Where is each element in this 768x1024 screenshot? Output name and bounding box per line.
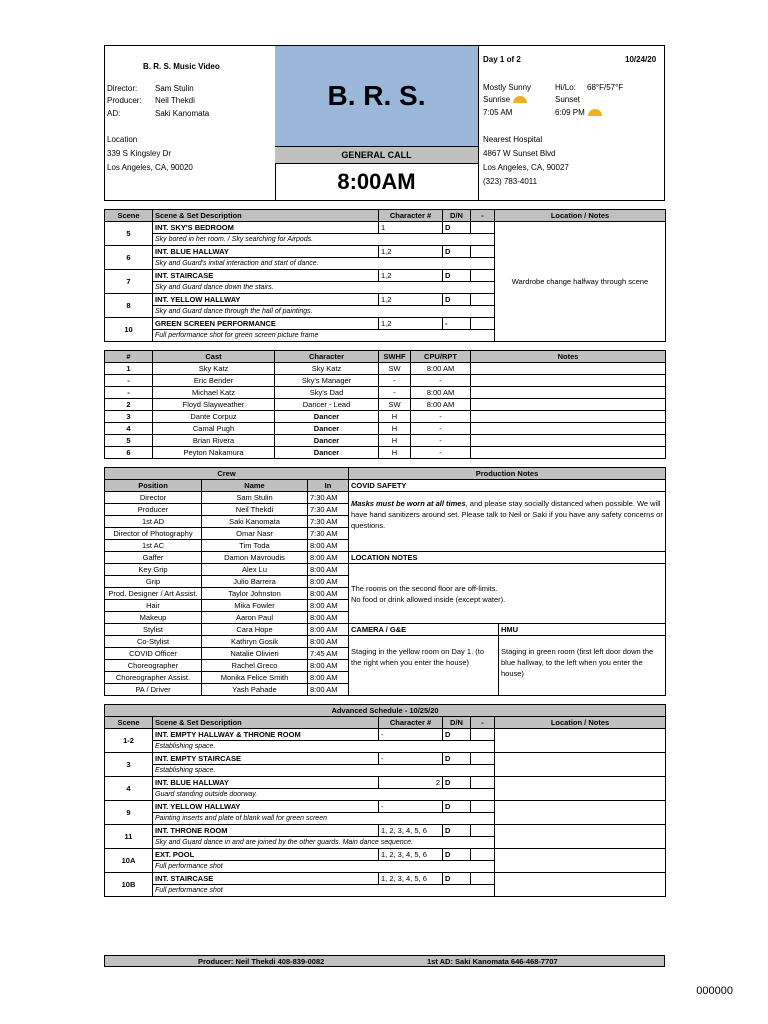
producer-label: Producer:	[107, 96, 142, 105]
crew-name: Aaron Paul	[202, 612, 308, 624]
page-number: 000000	[696, 985, 733, 997]
covid-title: COVID SAFETY	[349, 480, 666, 492]
character-ids: 1,2	[379, 246, 443, 258]
footer-contacts	[104, 955, 665, 967]
cast-swhf: H	[379, 423, 411, 435]
col-cast-notes: Notes	[471, 351, 666, 363]
dash-cell	[471, 873, 495, 885]
set-name: INT. THRONE ROOM	[153, 825, 379, 837]
cast-number: 5	[105, 435, 153, 447]
cast-swhf: H	[379, 447, 411, 459]
adv-col-dn: D/N	[443, 717, 471, 729]
scene-number: 1-2	[105, 729, 153, 753]
character-ids: 1, 2, 3, 4, 5, 6	[379, 825, 443, 837]
day-night: D	[443, 294, 471, 306]
scene-schedule-table	[104, 209, 666, 342]
sunset-icon	[588, 109, 602, 116]
cast-row	[105, 423, 666, 435]
crew-row	[105, 636, 666, 648]
cast-number: 4	[105, 423, 153, 435]
scene-row	[105, 729, 666, 741]
scene-number: 8	[105, 294, 153, 318]
crew-in-time: 7:30 AM	[308, 528, 349, 540]
adv-col-scene: Scene	[105, 717, 153, 729]
crew-name: Alex Lu	[202, 564, 308, 576]
scene-description: Sky and Guard dance down the stairs.	[153, 282, 495, 294]
crew-body	[105, 480, 666, 696]
cast-number: 6	[105, 447, 153, 459]
dash-cell	[471, 270, 495, 282]
crew-in-time: 8:00 AM	[308, 552, 349, 564]
dash-cell	[471, 222, 495, 234]
col-character: Character #	[379, 210, 443, 222]
cast-name: Dante Corpuz	[153, 411, 275, 423]
scene-row	[105, 849, 666, 861]
set-name: GREEN SCREEN PERFORMANCE	[153, 318, 379, 330]
scene-number: 9	[105, 801, 153, 825]
crew-name: Omar Nasr	[202, 528, 308, 540]
scene-description: Establishing space.	[153, 741, 495, 753]
sunrise-time: 7:05 AM	[483, 108, 513, 117]
day-info	[479, 46, 664, 200]
location-label: Location	[107, 135, 138, 144]
cast-name: Sky Katz	[153, 363, 275, 375]
crew-in-time: 8:00 AM	[308, 684, 349, 696]
cast-call-time: -	[411, 447, 471, 459]
scene-number: 10A	[105, 849, 153, 873]
cast-call-time: -	[411, 435, 471, 447]
production-info	[105, 46, 276, 200]
cast-call-time: -	[411, 411, 471, 423]
scene-number: 6	[105, 246, 153, 270]
set-name: INT. YELLOW HALLWAY	[153, 294, 379, 306]
location-note-1: The rooms on the second floor are off-limits.	[351, 583, 498, 593]
character-ids: -	[379, 729, 443, 741]
cast-character: Sky's Manager	[275, 375, 379, 387]
day-night: D	[443, 222, 471, 234]
crew-notes-table	[104, 467, 666, 696]
character-ids: 1,2	[379, 318, 443, 330]
cast-name: Michael Katz	[153, 387, 275, 399]
crew-in-time: 8:00 AM	[308, 576, 349, 588]
location-notes	[495, 729, 666, 753]
hilo-temp: 68°F/57°F	[587, 83, 624, 92]
cast-notes	[471, 435, 666, 447]
adv-col-set-description: Scene & Set Description	[153, 717, 379, 729]
crew-position: Makeup	[105, 612, 202, 624]
advanced-body	[105, 729, 666, 897]
dash-cell	[471, 825, 495, 837]
cast-swhf: -	[379, 387, 411, 399]
cast-row	[105, 435, 666, 447]
cast-notes	[471, 387, 666, 399]
cast-character: Dancer	[275, 447, 379, 459]
weather: Mostly Sunny	[483, 83, 532, 92]
sunrise-label: Sunrise	[483, 95, 511, 104]
character-ids: 2	[379, 777, 443, 789]
advanced-title: Advanced Schedule - 10/25/20	[105, 705, 666, 717]
col-cast-swhf: SWHF	[379, 351, 411, 363]
crew-position: Hair	[105, 600, 202, 612]
crew-row	[105, 492, 666, 504]
crew-position: Gaffer	[105, 552, 202, 564]
crew-in-time: 8:00 AM	[308, 660, 349, 672]
sunset-row	[555, 108, 602, 118]
ad-name: Saki Kanomata	[155, 109, 210, 118]
crew-name: Kathryn Gosik	[202, 636, 308, 648]
day-night: D	[443, 729, 471, 741]
scene-row	[105, 222, 666, 234]
location-address-line1: 339 S Kingsley Dr	[107, 149, 172, 158]
col-cast-cpu: CPU/RPT	[411, 351, 471, 363]
production-notes-title: Production Notes	[349, 468, 666, 480]
crew-name: Tim Toda	[202, 540, 308, 552]
dash-cell	[471, 801, 495, 813]
cast-row	[105, 375, 666, 387]
cast-character: Dancer	[275, 423, 379, 435]
dash-cell	[471, 318, 495, 330]
set-name: INT. EMPTY HALLWAY & THRONE ROOM	[153, 729, 379, 741]
call-sheet-header	[104, 45, 665, 201]
production-logo: B. R. S.	[275, 46, 478, 146]
crew-in-time: 8:00 AM	[308, 612, 349, 624]
cast-character: Dancer	[275, 411, 379, 423]
col-dn: D/N	[443, 210, 471, 222]
cast-call-time: -	[411, 375, 471, 387]
set-name: INT. BLUE HALLWAY	[153, 777, 379, 789]
col-cast-name: Cast	[153, 351, 275, 363]
dash-cell	[471, 294, 495, 306]
cast-notes	[471, 423, 666, 435]
advanced-schedule-table	[104, 704, 666, 897]
day-count: Day 1 of 2	[483, 55, 521, 64]
crew-in-time: 8:00 AM	[308, 564, 349, 576]
cast-body	[105, 363, 666, 459]
location-notes-text	[349, 564, 666, 624]
character-ids: -	[379, 801, 443, 813]
set-name: EXT. POOL	[153, 849, 379, 861]
scene-description: Sky bored in her room. / Sky searching for Airpods.	[153, 234, 495, 246]
cast-number: 3	[105, 411, 153, 423]
general-call-time: 8:00AM	[337, 169, 416, 194]
scene-number: 5	[105, 222, 153, 246]
cast-number: 1	[105, 363, 153, 375]
character-ids: 1	[379, 222, 443, 234]
crew-name: Yash Pahade	[202, 684, 308, 696]
director-label: Director:	[107, 84, 138, 93]
crew-in-time: 7:30 AM	[308, 516, 349, 528]
crew-row	[105, 624, 666, 636]
project-title: B. R. S. Music Video	[143, 62, 220, 71]
cast-number: -	[105, 387, 153, 399]
cast-row	[105, 363, 666, 375]
scene-row	[105, 801, 666, 813]
crew-title: Crew	[105, 468, 349, 480]
scene-description: Full performance shot	[153, 861, 495, 873]
sunset-label: Sunset	[555, 95, 580, 104]
footer-ad: 1st AD: Saki Kanomata 646-468-7707	[427, 957, 558, 966]
scene-number: 10B	[105, 873, 153, 897]
crew-row	[105, 564, 666, 576]
hospital-phone: (323) 783-4011	[483, 177, 538, 186]
crew-col-name: Name	[202, 480, 308, 492]
crew-position: Choreographer Assist.	[105, 672, 202, 684]
col-cast-character: Character	[275, 351, 379, 363]
character-ids: 1,2	[379, 294, 443, 306]
cast-number: -	[105, 375, 153, 387]
cast-name: Floyd Slayweather	[153, 399, 275, 411]
cast-row	[105, 387, 666, 399]
crew-name: Sam Stulin	[202, 492, 308, 504]
set-name: INT. BLUE HALLWAY	[153, 246, 379, 258]
cast-swhf: H	[379, 411, 411, 423]
crew-in-time: 8:00 AM	[308, 624, 349, 636]
crew-name: Mika Fowler	[202, 600, 308, 612]
scene-row	[105, 825, 666, 837]
day-night: D	[443, 873, 471, 885]
cast-number: 2	[105, 399, 153, 411]
covid-emphasis: Masks must be worn at all times	[351, 499, 466, 508]
adv-col-location-notes: Location / Notes	[495, 717, 666, 729]
covid-text	[349, 492, 666, 552]
cast-swhf: SW	[379, 399, 411, 411]
cast-header-row	[105, 351, 666, 363]
crew-name: Monika Felice Smith	[202, 672, 308, 684]
dash-cell	[471, 777, 495, 789]
cast-call-time: 8:00 AM	[411, 399, 471, 411]
crew-in-time: 8:00 AM	[308, 540, 349, 552]
col-cast-num: #	[105, 351, 153, 363]
scene-row	[105, 873, 666, 885]
scene-row	[105, 777, 666, 789]
location-notes	[495, 825, 666, 849]
cast-notes	[471, 399, 666, 411]
adv-col-dash: -	[471, 717, 495, 729]
day-night: D	[443, 777, 471, 789]
location-notes	[495, 753, 666, 777]
advanced-header-row	[105, 717, 666, 729]
col-scene: Scene	[105, 210, 153, 222]
camera-title: CAMERA / G&E	[349, 624, 499, 636]
crew-col-in: In	[308, 480, 349, 492]
cast-call-time: 8:00 AM	[411, 387, 471, 399]
hmu-text: Staging in green room (first left door down the blue hallway, to the left when you enter the house)	[499, 636, 666, 696]
crew-name: Saki Kanomata	[202, 516, 308, 528]
scene-description: Establishing space.	[153, 765, 495, 777]
cast-swhf: -	[379, 375, 411, 387]
crew-in-time: 7:30 AM	[308, 492, 349, 504]
crew-in-time: 8:00 AM	[308, 588, 349, 600]
hospital-address-line2: Los Angeles, CA, 90027	[483, 163, 569, 172]
set-name: INT. STAIRCASE	[153, 270, 379, 282]
crew-position: PA / Driver	[105, 684, 202, 696]
location-notes-title: LOCATION NOTES	[349, 552, 666, 564]
scene-description: Guard standing outside doorway.	[153, 789, 495, 801]
character-ids: 1, 2, 3, 4, 5, 6	[379, 873, 443, 885]
producer-name: Neil Thekdi	[155, 96, 195, 105]
dash-cell	[471, 246, 495, 258]
day-night: D	[443, 849, 471, 861]
crew-position: Prod. Designer / Art Assist.	[105, 588, 202, 600]
crew-position: Producer	[105, 504, 202, 516]
cast-name: Eric Bender	[153, 375, 275, 387]
director-name: Sam Stulin	[155, 84, 194, 93]
crew-name: Damon Mavroudis	[202, 552, 308, 564]
col-set-description: Scene & Set Description	[153, 210, 379, 222]
day-night: D	[443, 801, 471, 813]
cast-row	[105, 447, 666, 459]
schedule-body	[105, 222, 666, 342]
cast-swhf: H	[379, 435, 411, 447]
set-name: INT. SKY'S BEDROOM	[153, 222, 379, 234]
scene-number: 3	[105, 753, 153, 777]
scene-description: Sky and Guard's initial interaction and start of dance.	[153, 258, 495, 270]
location-address-line2: Los Angeles, CA, 90020	[107, 163, 193, 172]
location-notes	[495, 801, 666, 825]
dash-cell	[471, 753, 495, 765]
covid-body: , and please stay socially distanced when possible. We will have hand sanitizers around set. Please talk to Neil or Saki if you have any safety concerns or questions.	[351, 499, 663, 530]
scene-number: 11	[105, 825, 153, 849]
cast-name: Peyton Nakamura	[153, 447, 275, 459]
set-name: INT. YELLOW HALLWAY	[153, 801, 379, 813]
cast-row	[105, 411, 666, 423]
set-name: INT. STAIRCASE	[153, 873, 379, 885]
dash-cell	[471, 729, 495, 741]
cast-row	[105, 399, 666, 411]
cast-notes	[471, 411, 666, 423]
cast-swhf: SW	[379, 363, 411, 375]
crew-name: Taylor Johnston	[202, 588, 308, 600]
crew-position: 1st AD	[105, 516, 202, 528]
cast-character: Sky Katz	[275, 363, 379, 375]
crew-in-time: 7:45 AM	[308, 648, 349, 660]
cast-call-time: 8:00 AM	[411, 363, 471, 375]
cast-table	[104, 350, 666, 459]
crew-position: Choreographer	[105, 660, 202, 672]
general-call-label: GENERAL CALL	[275, 146, 478, 164]
camera-text: Staging in the yellow room on Day 1. (to the right when you enter the house)	[349, 636, 499, 696]
dash-cell	[471, 849, 495, 861]
scene-description: Sky and Guard dance through the hall of paintings.	[153, 306, 495, 318]
crew-row	[105, 552, 666, 564]
cast-notes	[471, 447, 666, 459]
scene-number: 7	[105, 270, 153, 294]
hospital-address-line1: 4867 W Sunset Blvd	[483, 149, 556, 158]
crew-position: Key Grip	[105, 564, 202, 576]
crew-position: Co-Stylist	[105, 636, 202, 648]
cast-character: Dancer	[275, 435, 379, 447]
crew-title-row	[105, 468, 666, 480]
crew-name: Cara Hope	[202, 624, 308, 636]
shoot-date: 10/24/20	[625, 55, 657, 64]
crew-position: Grip	[105, 576, 202, 588]
hilo-label: Hi/Lo:	[555, 83, 576, 92]
cast-notes	[471, 363, 666, 375]
title-block	[275, 46, 479, 200]
sunset-time: 6:09 PM	[555, 108, 585, 117]
crew-col-position: Position	[105, 480, 202, 492]
cast-call-time: -	[411, 423, 471, 435]
scene-description: Full performance shot	[153, 885, 495, 897]
cast-character: Dancer - Lead	[275, 399, 379, 411]
day-night: D	[443, 246, 471, 258]
cast-name: Brian Rivera	[153, 435, 275, 447]
character-ids: -	[379, 753, 443, 765]
schedule-header-row	[105, 210, 666, 222]
crew-position: COVID Officer	[105, 648, 202, 660]
location-notes	[495, 777, 666, 801]
location-notes	[495, 873, 666, 897]
scene-description: Painting inserts and plate of blank wall for green screen	[153, 813, 495, 825]
sunrise-row	[483, 95, 527, 105]
col-dash: -	[471, 210, 495, 222]
sunrise-icon	[513, 96, 527, 103]
day-night: D	[443, 270, 471, 282]
crew-in-time: 8:00 AM	[308, 636, 349, 648]
scene-number: 10	[105, 318, 153, 342]
crew-in-time: 8:00 AM	[308, 672, 349, 684]
scene-row	[105, 753, 666, 765]
cast-notes	[471, 375, 666, 387]
location-notes	[495, 849, 666, 873]
crew-in-time: 7:30 AM	[308, 504, 349, 516]
day-night: D	[443, 825, 471, 837]
scene-description: Sky and Guard dance in and are joined by the other guards. Main dance sequence.	[153, 837, 495, 849]
ad-label: AD:	[107, 109, 121, 118]
crew-name: Neil Thekdi	[202, 504, 308, 516]
crew-name: Julio Barrera	[202, 576, 308, 588]
day-night: D	[443, 753, 471, 765]
scene-number: 4	[105, 777, 153, 801]
crew-name: Natalie Olivieri	[202, 648, 308, 660]
character-ids: 1, 2, 3, 4, 5, 6	[379, 849, 443, 861]
location-notes: Wardrobe change halfway through scene	[495, 222, 666, 342]
hospital-label: Nearest Hospital	[483, 135, 543, 144]
crew-position: 1st AC	[105, 540, 202, 552]
crew-name: Rachel Greco	[202, 660, 308, 672]
crew-position: Stylist	[105, 624, 202, 636]
location-note-2: No food or drink allowed inside (except water).	[351, 594, 506, 604]
advanced-title-row	[105, 705, 666, 717]
col-location-notes: Location / Notes	[495, 210, 666, 222]
crew-position: Director of Photography	[105, 528, 202, 540]
crew-in-time: 8:00 AM	[308, 600, 349, 612]
call-sheet	[104, 45, 665, 897]
set-name: INT. EMPTY STAIRCASE	[153, 753, 379, 765]
day-night: -	[443, 318, 471, 330]
cast-character: Sky's Dad	[275, 387, 379, 399]
hmu-title: HMU	[499, 624, 666, 636]
scene-description: Full performance shot for green screen picture frame	[153, 330, 495, 342]
crew-header-row	[105, 480, 666, 492]
adv-col-character: Character #	[379, 717, 443, 729]
crew-position: Director	[105, 492, 202, 504]
footer-producer: Producer: Neil Thekdi 408-839-0082	[198, 957, 325, 966]
cast-name: Camal Pugh	[153, 423, 275, 435]
character-ids: 1,2	[379, 270, 443, 282]
